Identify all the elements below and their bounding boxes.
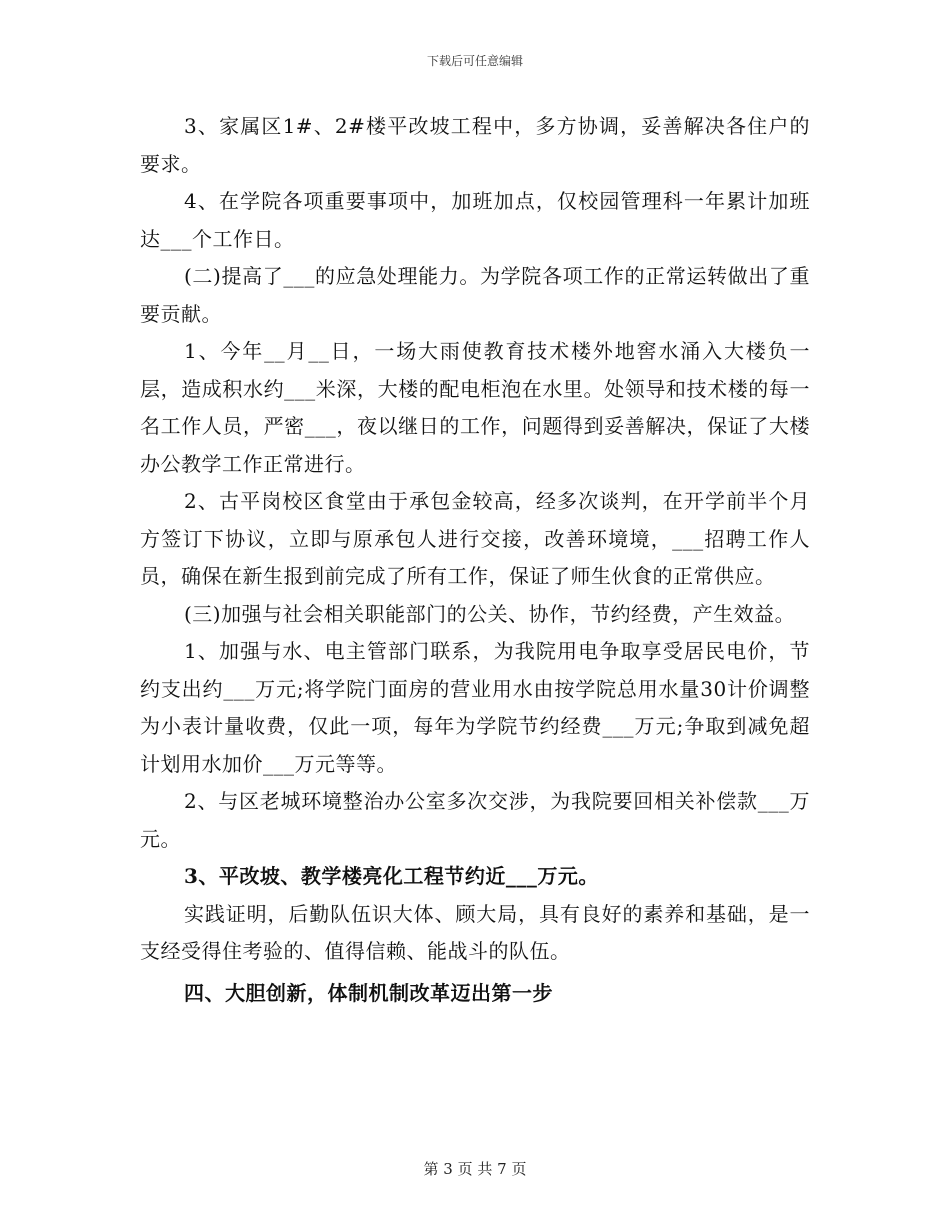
paragraph-item-4-overtime: 4、在学院各项重要事项中，加班加点，仅校园管理科一年累计加班达___个工作日。 <box>140 189 810 251</box>
paragraph-section-3-cooperation: (三)加强与社会相关职能部门的公关、协作，节约经费，产生效益。 <box>184 601 796 626</box>
paragraph-item-2-compensation: 2、与区老城环境整治办公室多次交涉，为我院要回相关补偿款___万元。 <box>140 789 810 851</box>
document-body <box>140 108 810 1012</box>
page-header: 下载后可任意编辑 <box>426 54 523 68</box>
paragraph-section-2-emergency: (二)提高了___的应急处理能力。为学院各项工作的正常运转做出了重要贡献。 <box>140 264 810 326</box>
paragraph-item-1-utilities: 1、加强与水、电主管部门联系，为我院用电争取享受居民电价，节约支出约___万元;将学院门面房的营业用水由按学院总用水量30计价调整为小表计量收费，仅此一项，每年为学院节约经费___万元;争取到减免超计划用水加价___万元等等。 <box>140 639 810 776</box>
page-number-footer: 第 3 页 共 7 页 <box>423 1160 527 1178</box>
paragraph-conclusion: 实践证明，后勤队伍识大体、顾大局，具有良好的素养和基础，是一支经受得住考验的、值得信赖、能战斗的队伍。 <box>140 901 810 963</box>
paragraph-item-2-canteen: 2、古平岗校区食堂由于承包金较高，经多次谈判，在开学前半个月方签订下协议，立即与原承包人进行交接，改善环境境，___招聘工作人员，确保在新生报到前完成了所有工作，保证了师生伙食的正常供应。 <box>140 489 810 588</box>
paragraph-item-3-renovation: 3、家属区1#、2#楼平改坡工程中，多方协调，妥善解决各住户的要求。 <box>140 114 810 176</box>
section-heading-4: 四、大胆创新，体制机制改革迈出第一步 <box>184 980 553 1005</box>
paragraph-item-3-savings: 3、平改坡、教学楼亮化工程节约近___万元。 <box>184 864 599 888</box>
paragraph-item-1-flood: 1、今年__月__日，一场大雨使教育技术楼外地窖水涌入大楼负一层，造成积水约___米深，大楼的配电柜泡在水里。处领导和技术楼的每一名工作人员，严密___，夜以继日的工作，问题得到妥善解决，保证了大楼办公教学工作正常进行。 <box>140 339 810 476</box>
